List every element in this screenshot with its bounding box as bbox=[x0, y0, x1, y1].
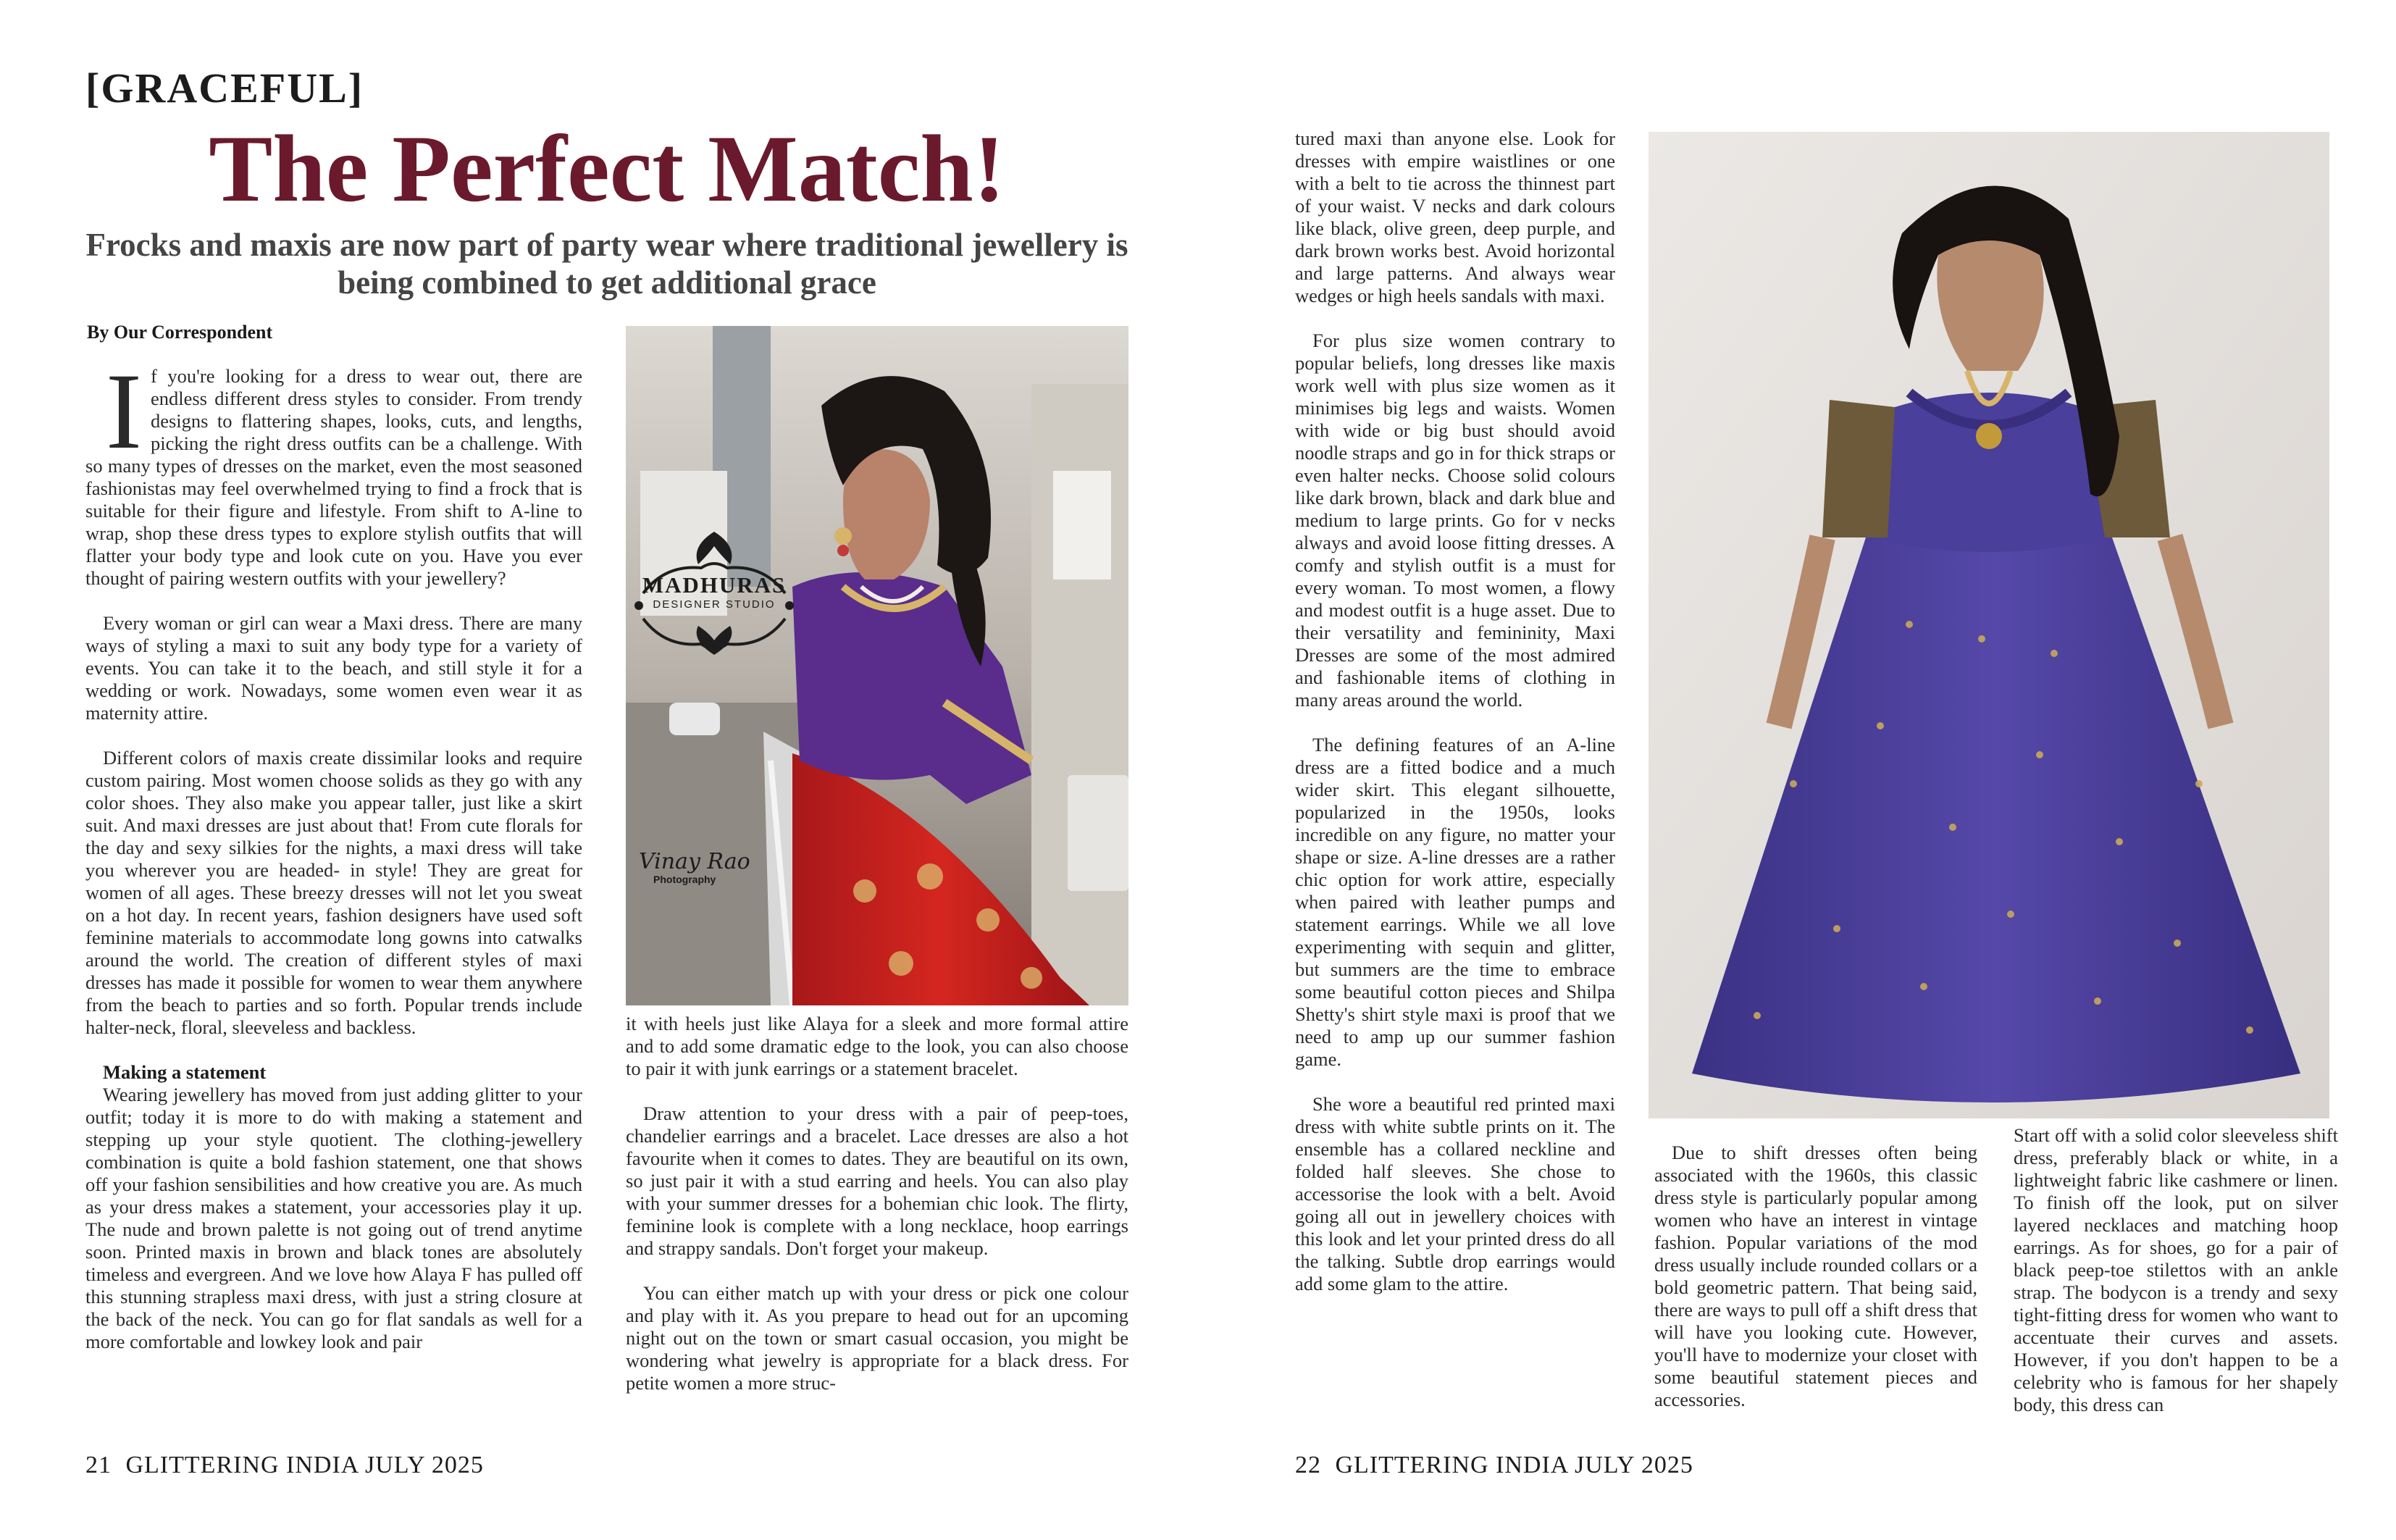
publication-name: GLITTERING INDIA JULY 2025 bbox=[1335, 1452, 1693, 1478]
studio-logo-badge bbox=[629, 524, 800, 662]
paragraph: For plus size women contrary to popular beliefs, long dresses like maxis work well with plus size women as it minimises big legs and waists. Women with wide or big bust should avoid noodle straps and go in for thick straps or even halter necks. Choose solid colours like dark brown, black and dark blue and medium to large prints. Go for v necks always and avoid loose fitting dresses. A comfy and stylish outfit is a must for every woman. To most women, a flowy and modest outfit is a huge asset. Due to their versatility and femininity, Maxi Dresses are some of the most admired and fashionable items of clothing in many areas around the world. bbox=[1295, 330, 1615, 711]
page-number: 21 bbox=[85, 1452, 112, 1478]
article-column-1 bbox=[85, 365, 582, 1443]
paragraph-intro bbox=[85, 365, 582, 590]
drop-cap: I bbox=[106, 365, 142, 472]
paragraph: tured maxi than anyone else. Look for dresses with empire waistlines or one with a belt to tie across the thinnest part of your waist. V necks and dark colours like black, olive green, deep purple, and dark brown works best. Avoid horizontal and large patterns. And always wear wedges or high heels sandals with maxi. bbox=[1295, 127, 1615, 306]
paragraph: Start off with a solid color sleeveless shift dress, preferably black or white, in a lightweight fabric like cashmere or linen. To finish off the look, put on silver layered necklaces and matching hoop earrings. As for shoes, go for a pair of black peep-toe stilettos with an ankle strap. The bodycon is a trendy and sexy tight-fitting dress for women who want to accentuate their curves and assets. However, if you don't happen to be a celebrity who is famous for her shapely body, this dress can bbox=[2014, 1124, 2338, 1415]
section-subheading: Making a statement bbox=[103, 1061, 267, 1083]
subheadline: Frocks and maxis are now part of party wear where traditional jewellery is being combined to get additional grace bbox=[85, 227, 1128, 301]
page-number: 22 bbox=[1295, 1452, 1321, 1478]
photo-illustration bbox=[626, 326, 1128, 1005]
article-column-4 bbox=[1654, 1142, 1977, 1453]
paragraph: Every woman or girl can wear a Maxi dress. There are many ways of styling a maxi to suit any body type for a variety of events. You can take it to the beach, and still style it for a wedding or work. Nowadays, some women even wear it as maternity attire. bbox=[85, 612, 582, 724]
paragraph-intro-text: f you're looking for a dress to wear out, there are endless different dress styles to consider. From trendy designs to flattering shapes, looks, cuts, and lengths, picking the right dress outfits can be a challenge. With so many types of dresses on the market, even the most seasoned fashionistas may feel overwhelmed trying to find a frock that is suitable for their figure and lifestyle. From shift to A-line to wrap, shop these dress types to explore stylish outfits that will flatter your body type and look cute on you. Have you ever thought of pairing western outfits with your jewellery? bbox=[85, 365, 582, 589]
folio-left bbox=[85, 1452, 484, 1479]
photographer-signature: Vinay Rao bbox=[639, 849, 750, 874]
paragraph: Wearing jewellery has moved from just adding glitter to your outfit; today it is more to do with making a statement and stepping up your style quotient. The clothing-jewellery combination is quite a bold fashion statement, one that shows off your fashion sensibilities and how creative you are. As much as your dress makes a statement, your accessories play it up. The nude and brown palette is not going out of trend anytime soon. Printed maxis in brown and black tones are absolutely timeless and evergreen. And we love how Alaya F has pulled off this stunning strapless maxi dress, with just a string closure at the back of the neck. You can go for flat sandals as well for a more comfortable and lowkey look and pair bbox=[85, 1084, 582, 1352]
section-tag: [GRACEFUL] bbox=[85, 64, 364, 112]
photo-model-red-lehenga bbox=[626, 326, 1128, 1005]
paragraph: it with heels just like Alaya for a sleek and more formal attire and to add some dramatic edge to the look, you can also choose to pair it with junk earrings or a statement bracelet. bbox=[626, 1013, 1128, 1079]
publication-name: GLITTERING INDIA JULY 2025 bbox=[125, 1452, 484, 1478]
article-column-3 bbox=[1295, 127, 1615, 1453]
paragraph: Due to shift dresses often being associated with the 1960s, this classic dress style is particularly popular among women who have an interest in vintage fashion. Popular variations of the mod dress usually include rounded collars or a bold geometric pattern. That being said, there are ways to pull off a shift dress that will have you looking cute. However, you'll have to modernize your closet with some beautiful statement pieces and accessories. bbox=[1654, 1142, 1977, 1410]
folio-right bbox=[1295, 1452, 1693, 1479]
paragraph: The defining features of an A-line dress are a fitted bodice and a much wider skirt. This elegant silhouette, popularized in the 1950s, looks incredible on any figure, no matter your shape or size. A-line dresses are a rather chic option for work attire, especially when paired with leather pumps and statement earrings. While we all love experimenting with sequin and glitter, but summers are the time to embrace some beautiful cotton pieces and Shilpa Shetty's shirt style maxi is proof that we need to amp up our summer fashion game. bbox=[1295, 734, 1615, 1070]
photo-illustration bbox=[1649, 132, 2329, 1118]
paragraph: You can either match up with your dress or pick one colour and play with it. As you prepare to head out for an upcoming night out on the town or smart casual occasion, you might be wondering what jewelry is appropriate for a black dress. For petite women a more struc- bbox=[626, 1282, 1128, 1394]
headline: The Perfect Match! bbox=[209, 115, 1005, 222]
article-column-5 bbox=[2014, 1124, 2338, 1453]
studio-logo-name: MADHURAS bbox=[642, 572, 787, 598]
photographer-signature-sub: Photography bbox=[653, 874, 716, 885]
byline: By Our Correspondent bbox=[87, 322, 273, 343]
paragraph: Different colors of maxis create dissimilar looks and require custom pairing. Most women choose solids as they go with any color shoes. They also make you appear taller, just like a skirt suit. And maxi dresses are just about that! From cute florals for the day and sexy silkies for the nights, a maxi dress will take you wherever you are headed- in style! They are great for women of all ages. These breezy dresses will not let you sweat on a hot day. In recent years, fashion designers have used soft feminine materials to accommodate long gowns into catwalks around the world. The creation of different styles of maxi dresses has made it possible for women to wear them anywhere from the beach to parties and so forth. Popular trends include halter-neck, floral, sleeveless and backless. bbox=[85, 747, 582, 1038]
photo-model-blue-gown bbox=[1649, 132, 2329, 1118]
article-column-2 bbox=[626, 1013, 1128, 1444]
paragraph: She wore a beautiful red printed maxi dress with white subtle prints on it. The ensemble has a collared neckline and folded half sleeves. She chose to accessorise the look with a belt. Avoid going all out in jewellery choices with this look and let your printed dress do all the talking. Subtle drop earrings would add some glam to the attire. bbox=[1295, 1093, 1615, 1294]
paragraph: Draw attention to your dress with a pair of peep-toes, chandelier earrings and a bracelet. Lace dresses are also a hot favourite when it comes to dates. They are beautiful on its own, so just pair it with a stud earring and heels. You can also play with your summer dresses for a bohemian chic look. The flirty, feminine look is complete with a long necklace, hoop earrings and strappy sandals. Don't forget your makeup. bbox=[626, 1102, 1128, 1259]
studio-logo-tagline: DESIGNER STUDIO bbox=[653, 598, 776, 611]
